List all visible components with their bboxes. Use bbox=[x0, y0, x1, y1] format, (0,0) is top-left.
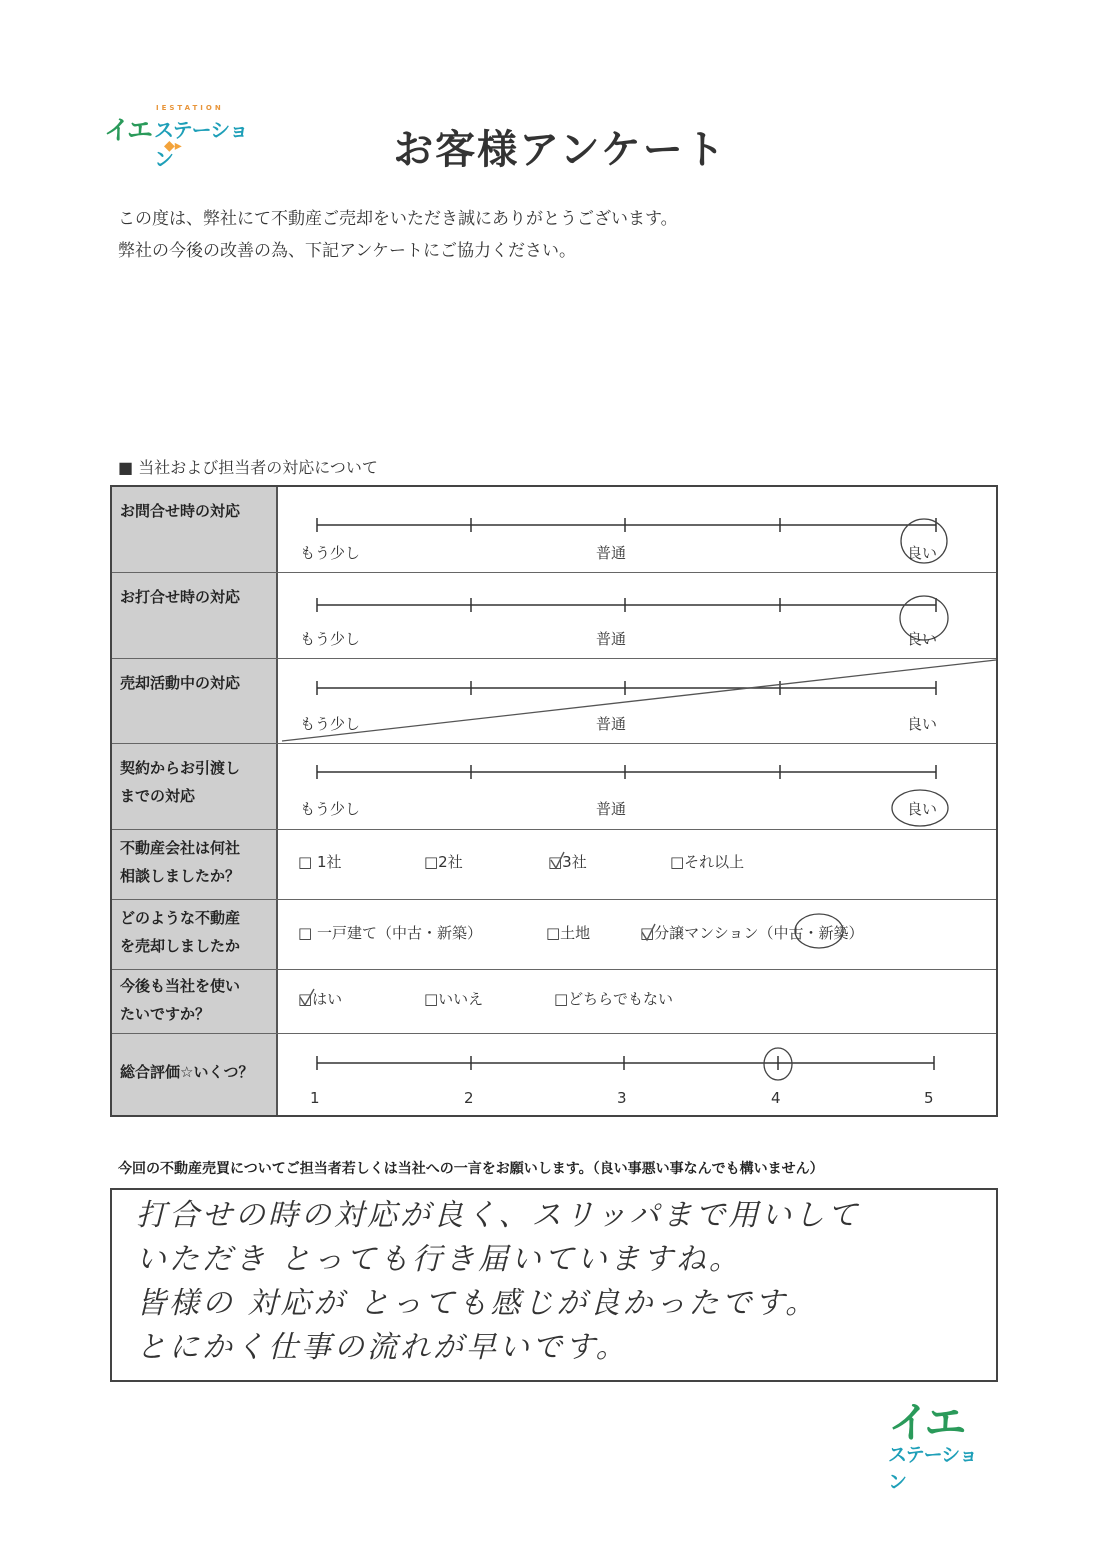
logo-english: IESTATION bbox=[156, 104, 224, 112]
survey-table bbox=[110, 485, 998, 1117]
scale-high-label: 良い bbox=[907, 630, 938, 648]
question-row-inquiry bbox=[112, 487, 996, 573]
comment-line: 打合せの時の対応が良く、スリッパまで用いして bbox=[136, 1198, 861, 1233]
tick-label-2: 2 bbox=[464, 1089, 474, 1107]
intro-text bbox=[118, 203, 678, 267]
check-marks bbox=[112, 900, 996, 970]
check-icon bbox=[300, 989, 314, 1005]
scale-mid-label: 普通 bbox=[596, 800, 627, 818]
intro-line-1: この度は、弊社にて不動産ご売却をいただき誠にありがとうございます。 bbox=[118, 209, 678, 229]
tick-label-1: 1 bbox=[310, 1089, 320, 1107]
intro-line-2: 弊社の今後の改善の為、下記アンケートにご協力ください。 bbox=[118, 241, 576, 261]
question-label-text: お問合せ時の対応 bbox=[120, 502, 241, 520]
scale-high-label: 良い bbox=[907, 544, 938, 562]
check-icon bbox=[551, 852, 564, 868]
check-marks bbox=[112, 830, 996, 900]
option-house[interactable]: □ 一戸建て（中古・新築） bbox=[298, 924, 482, 942]
option-yes[interactable]: □はい bbox=[298, 990, 343, 1008]
question-row-property bbox=[112, 900, 996, 970]
rating-scale[interactable] bbox=[112, 573, 996, 659]
option-1-company[interactable]: □ 1社 bbox=[298, 853, 342, 871]
question-label-text: 売却活動中の対応 bbox=[120, 674, 241, 692]
question-row-meeting bbox=[112, 573, 996, 659]
scale-low-label: もう少し bbox=[300, 630, 361, 648]
question-label-text: 相談しましたか？ bbox=[120, 867, 241, 885]
handwritten-comment bbox=[136, 1194, 860, 1370]
scale-low-label: もう少し bbox=[300, 544, 361, 562]
logo-name: ステーション bbox=[154, 118, 248, 171]
comment-line: 皆様の 対応が とっても感じが良かったです。 bbox=[136, 1286, 819, 1321]
question-row-handover bbox=[112, 744, 996, 830]
tick-label-3: 3 bbox=[617, 1089, 627, 1107]
question-label-text: たいですか？ bbox=[120, 1005, 211, 1023]
overall-rating-scale[interactable] bbox=[112, 1034, 996, 1115]
comment-line: とにかく仕事の流れが早いです。 bbox=[136, 1330, 629, 1365]
comment-textarea[interactable] bbox=[110, 1188, 998, 1382]
rating-scale[interactable] bbox=[112, 744, 996, 830]
rating-scale[interactable] bbox=[112, 659, 996, 744]
logo-name: ステーション bbox=[888, 1444, 977, 1493]
question-label-text: を売却しましたか bbox=[120, 937, 241, 955]
company-logo-bottom bbox=[884, 1390, 994, 1493]
check-icon bbox=[642, 924, 655, 940]
section-heading: ■ 当社および担当者の対応について bbox=[118, 458, 378, 477]
selection-circle bbox=[795, 914, 843, 948]
question-label-text: 今後も当社を使い bbox=[120, 977, 241, 995]
question-label-text: 総合評価☆いくつ？ bbox=[120, 1063, 254, 1081]
scale-mid-label: 普通 bbox=[596, 544, 627, 562]
option-condominium[interactable]: □分譲マンション（中古・新築） bbox=[640, 924, 864, 942]
scale-mid-label: 普通 bbox=[596, 630, 627, 648]
question-row-overall bbox=[112, 1034, 996, 1115]
question-row-companies bbox=[112, 830, 996, 900]
question-label-text: 契約からお引渡し bbox=[120, 759, 241, 777]
logo-mark: イエ bbox=[888, 1398, 963, 1447]
scale-low-label: もう少し bbox=[300, 800, 361, 818]
option-2-companies[interactable]: □2社 bbox=[424, 853, 463, 871]
question-label-text: までの対応 bbox=[120, 787, 196, 805]
question-row-selling-activity bbox=[112, 659, 996, 744]
option-land[interactable]: □土地 bbox=[546, 924, 591, 942]
fish-icon: ◆▸ bbox=[164, 138, 182, 154]
page-title: お客様アンケート bbox=[393, 127, 727, 173]
question-row-reuse bbox=[112, 970, 996, 1034]
tick-label-5: 5 bbox=[924, 1089, 934, 1107]
scale-high-label: 良い bbox=[907, 715, 938, 733]
scale-mid-label: 普通 bbox=[596, 715, 627, 733]
scale-low-label: もう少し bbox=[300, 715, 361, 733]
question-label-text: どのような不動産 bbox=[120, 909, 241, 927]
rating-scale[interactable] bbox=[112, 487, 996, 573]
question-label-text: 不動産会社は何社 bbox=[120, 839, 241, 857]
option-3-companies[interactable]: □3社 bbox=[548, 853, 587, 871]
tick-label-4: 4 bbox=[771, 1089, 781, 1107]
option-no[interactable]: □いいえ bbox=[424, 990, 484, 1008]
logo-mark: イエ bbox=[104, 116, 151, 146]
cross-out-stroke bbox=[282, 660, 996, 741]
comment-line: いただき とっても行き届いていますね。 bbox=[136, 1242, 742, 1277]
question-label-text: お打合せ時の対応 bbox=[120, 588, 241, 606]
check-marks bbox=[112, 970, 996, 1034]
scale-high-label: 良い bbox=[907, 800, 938, 818]
comment-prompt: 今回の不動産売買についてご担当者若しくは当社への一言をお願いします。（良い事悪い事なんでも構いません） bbox=[118, 1161, 824, 1177]
option-undecided[interactable]: □どちらでもない bbox=[554, 990, 674, 1008]
option-more-companies[interactable]: □それ以上 bbox=[670, 853, 745, 871]
